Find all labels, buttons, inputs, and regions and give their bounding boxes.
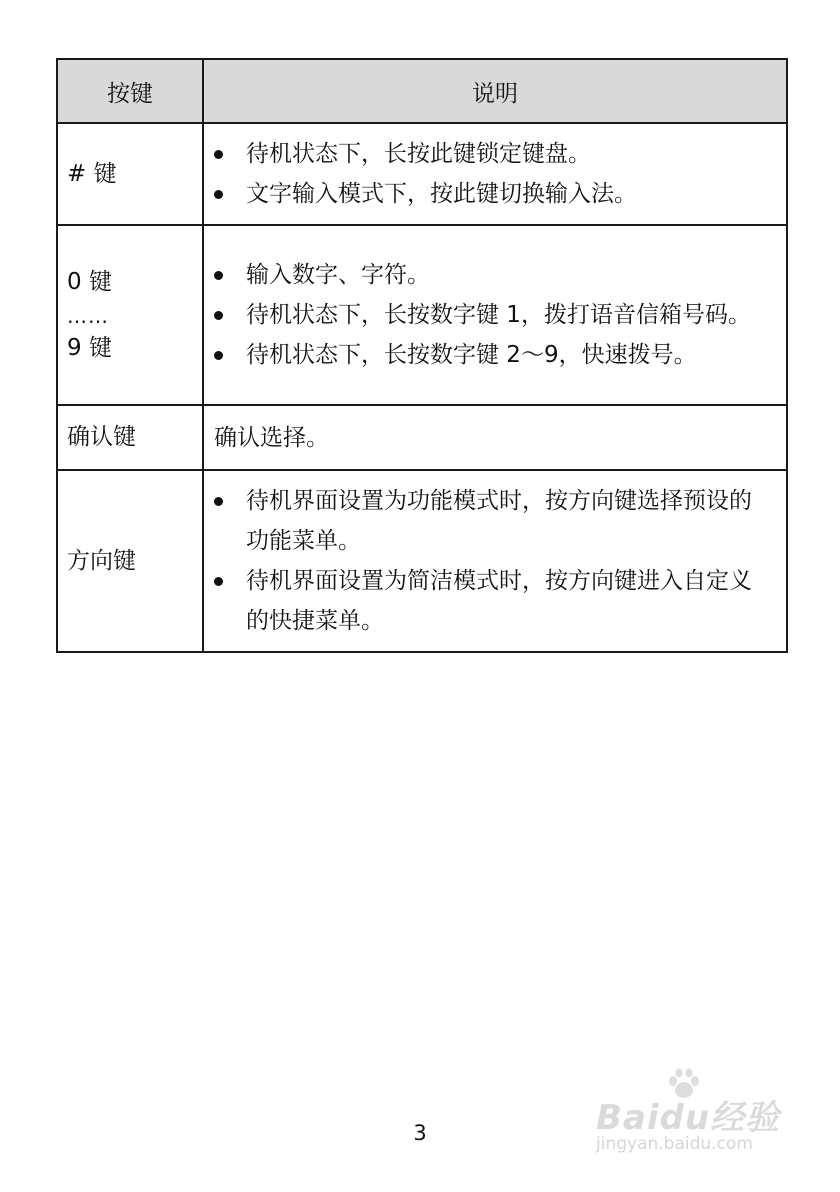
key-cell [57,470,203,652]
table-row [57,225,787,405]
bullet-list [212,481,768,641]
table-row [57,405,787,470]
bullet-list [212,255,768,375]
description-cell [203,225,787,405]
bullet-icon [214,190,223,199]
header-key: 按键 [57,59,203,123]
list-item: 待机状态下，长按数字键 2～9，快速拨号。 [212,335,768,375]
list-item: 文字输入模式下，按此键切换输入法。 [212,174,768,214]
bullet-icon [214,577,223,586]
table-header-row [57,59,787,123]
key-label: 确认键 [67,424,136,451]
list-item: 待机状态下，长按数字键 1，拨打语音信箱号码。 [212,295,768,335]
header-description: 说明 [203,59,787,123]
key-label: 9 键 [67,335,112,361]
description-text: 确认选择。 [214,424,329,451]
key-cell [57,405,203,470]
list-item: 待机界面设置为功能模式时，按方向键选择预设的功能菜单。 [212,481,768,561]
bullet-icon [214,271,223,280]
key-cell [57,225,203,405]
key-cell [57,123,203,225]
list-item: 输入数字、字符。 [212,255,768,295]
description-cell [203,123,787,225]
key-label: 0 键 [67,268,112,295]
bullet-icon [214,150,223,159]
page-number: 3 [413,1121,427,1145]
watermark-logo: Baidu经验 [596,1098,781,1138]
description-cell [203,405,787,470]
table-row [57,123,787,225]
baidu-watermark [596,1068,786,1164]
list-item: 待机状态下，长按此键锁定键盘。 [212,134,768,174]
bullet-list [212,134,768,214]
key-range-ellipsis: …… [67,304,109,328]
bullet-icon [214,351,223,360]
bullet-icon [214,497,223,506]
key-description-table [56,58,788,653]
key-label: # 键 [67,160,117,187]
list-item: 待机界面设置为简洁模式时，按方向键进入自定义的快捷菜单。 [212,561,768,641]
key-label: 方向键 [67,547,136,574]
description-cell [203,470,787,652]
bullet-icon [214,311,223,320]
watermark-url: jingyan.baidu.com [596,1134,753,1154]
table-row [57,470,787,652]
